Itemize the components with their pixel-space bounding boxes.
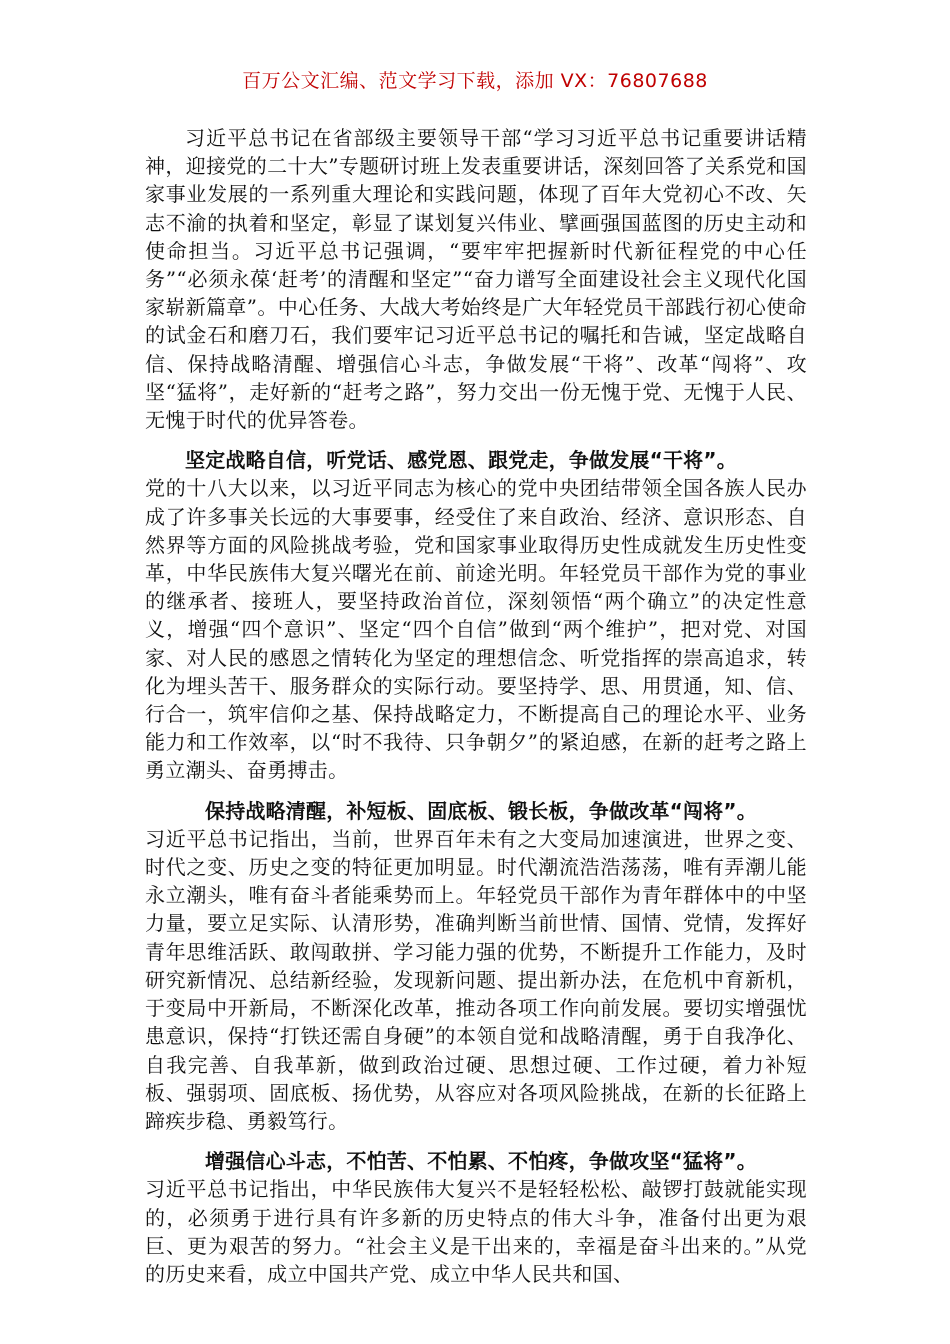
section-heading: 增强信心斗志，不怕苦、不怕累、不怕疼，争做攻坚“猛将”。: [205, 1149, 757, 1174]
section-paragraph: 习近平总书记指出，当前，世界百年未有之大变局加速演进，世界之变、时代之变、历史之变的特征更加明显。时代潮流浩浩荡荡，唯有弄潮儿能永立潮头，唯有奋斗者能乘势而上。年轻党员干部作为青年群体中的中坚力量，要立足实际、认清形势，准确判断当前世情、国情、党情，发挥好青年思维活跃、敢闯敢拼、学习能力强的优势，不断提升工作能力，及时研究新情况、总结新经验，发现新问题、提出新办法，在危机中育新机，于变局中开新局，不断深化改革，推动各项工作向前发展。要切实增强忧患意识，保持“打铁还需自身硬”的本领自觉和战略清醒，勇于自我净化、自我完善、自我革新，做到政治过硬、思想过硬、工作过硬，着力补短板、强弱项、固底板、扬优势，从容应对各项风险挑战，在新的长征路上蹄疾步稳、勇毅笃行。: [145, 826, 807, 1133]
section-heading: 坚定战略自信，听党话、感党恩、跟党走，争做发展“干将”。: [185, 448, 737, 473]
intro-paragraph: 习近平总书记在省部级主要领导干部“学习习近平总书记重要讲话精神，迎接党的二十大”专题研讨班上发表重要讲话，深刻回答了关系党和国家事业发展的一系列重大理论和实践问题，体现了百年大党初心不改、矢志不渝的执着和坚定，彰显了谋划复兴伟业、擘画强国蓝图的历史主动和使命担当。习近平总书记强调，“要牢牢把握新时代新征程党的中心任务”“必须永葆‘赶考’的清醒和坚定”“奋力谱写全面建设社会主义现代化国家崭新篇章”。中心任务、大战大考始终是广大年轻党员干部践行初心使命的试金石和磨刀石，我们要牢记习近平总书记的嘱托和告诫，坚定战略自信、保持战略清醒、增强信心斗志，争做发展“干将”、改革“闯将”、攻坚“猛将”，走好新的“赶考之路”，努力交出一份无愧于党、无愧于人民、无愧于时代的优异答卷。: [145, 126, 807, 433]
section-3: [145, 1147, 807, 1288]
document-body: [145, 124, 807, 1288]
download-banner: 百万公文汇编、范文学习下载，添加 VX：76807688: [242, 70, 708, 92]
section-paragraph: 党的十八大以来，以习近平同志为核心的党中央团结带领全国各族人民办成了许多事关长远的大事要事，经受住了来自政治、经济、意识形态、自然界等方面的风险挑战考验，党和国家事业取得历史性成就发生历史性变革，中华民族伟大复兴曙光在前、前途光明。年轻党员干部作为党的事业的继承者、接班人，要坚持政治首位，深刻领悟“两个确立”的决定性意义，增强“四个意识”、坚定“四个自信”做到“两个维护”，把对党、对国家、对人民的感恩之情转化为坚定的理想信念、听党指挥的崇高追求，转化为埋头苦干、服务群众的实际行动。要坚持学、思、用贯通，知、信、行合一，筑牢信仰之基、保持战略定力，不断提高自己的理论水平、业务能力和工作效率，以“时不我待、只争朝夕”的紧迫感，在新的赶考之路上勇立潮头、奋勇搏击。: [145, 476, 807, 783]
section-heading: 保持战略清醒，补短板、固底板、锻长板，争做改革“闯将”。: [205, 798, 757, 823]
section-1: [145, 446, 807, 784]
section-2: [145, 797, 807, 1135]
section-paragraph: 习近平总书记指出，中华民族伟大复兴不是轻轻松松、敲锣打鼓就能实现的，必须勇于进行具有许多新的历史特点的伟大斗争，准备付出更为艰巨、更为艰苦的努力。“社会主义是干出来的，幸福是奋斗出来的。”从党的历史来看，成立中国共产党、成立中华人民共和国、: [145, 1177, 807, 1286]
